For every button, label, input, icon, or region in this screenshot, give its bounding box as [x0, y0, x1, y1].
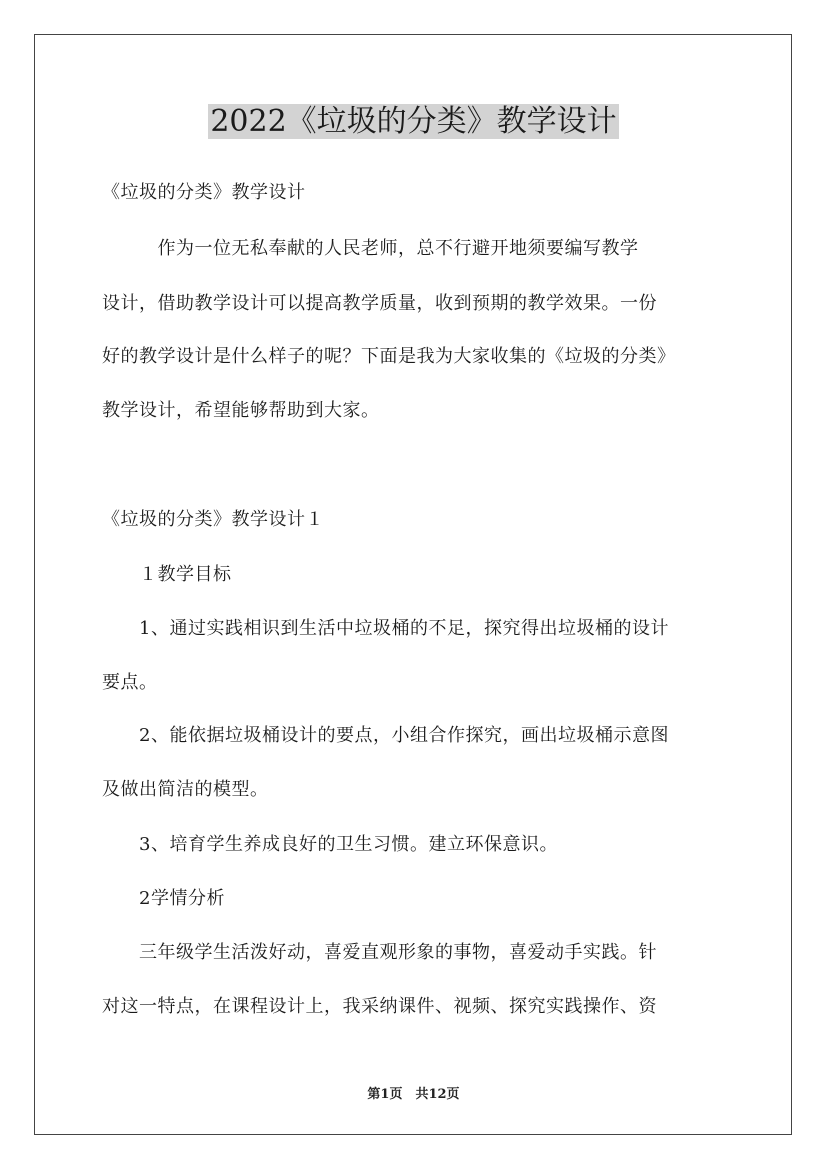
subtitle-line: 《垃圾的分类》教学设计 [102, 182, 306, 203]
document-title [0, 98, 827, 146]
paragraph-line: 三年级学生活泼好动，喜爱直观形象的事物，喜爱动手实践。针 [102, 942, 657, 963]
paragraph-line: 2、能依据垃圾桶设计的要点，小组合作探究，画出垃圾桶示意图 [102, 725, 669, 746]
paragraph-line: 对这一特点，在课程设计上，我采纳课件、视频、探究实践操作、资 [102, 996, 657, 1017]
paragraph-line: 3、培育学生养成良好的卫生习惯。建立环保意识。 [102, 834, 558, 855]
paragraph-line: 设计，借助教学设计可以提高教学质量，收到预期的教学效果。一份 [102, 293, 657, 314]
paragraph-line: 及做出简洁的模型。 [102, 779, 269, 800]
paragraph-line: 1、通过实践相识到生活中垃圾桶的不足，探究得出垃圾桶的设计 [102, 618, 669, 639]
section-heading: 《垃圾的分类》教学设计１ [102, 509, 324, 530]
paragraph-line: 教学设计，希望能够帮助到大家。 [102, 400, 380, 421]
subsection-heading: 2学情分析 [102, 888, 225, 909]
paragraph-line: 要点。 [102, 672, 158, 693]
paragraph-line: 好的教学设计是什么样子的呢？下面是我为大家收集的《垃圾的分类》 [102, 346, 676, 367]
document-title-text: 2022《垃圾的分类》教学设计 [210, 104, 617, 139]
page-footer: 第1页 共12页 [367, 1087, 460, 1102]
subsection-heading: １教学目标 [102, 564, 232, 585]
paragraph-line: 作为一位无私奉献的人民老师，总不行避开地须要编写教学 [102, 238, 639, 259]
